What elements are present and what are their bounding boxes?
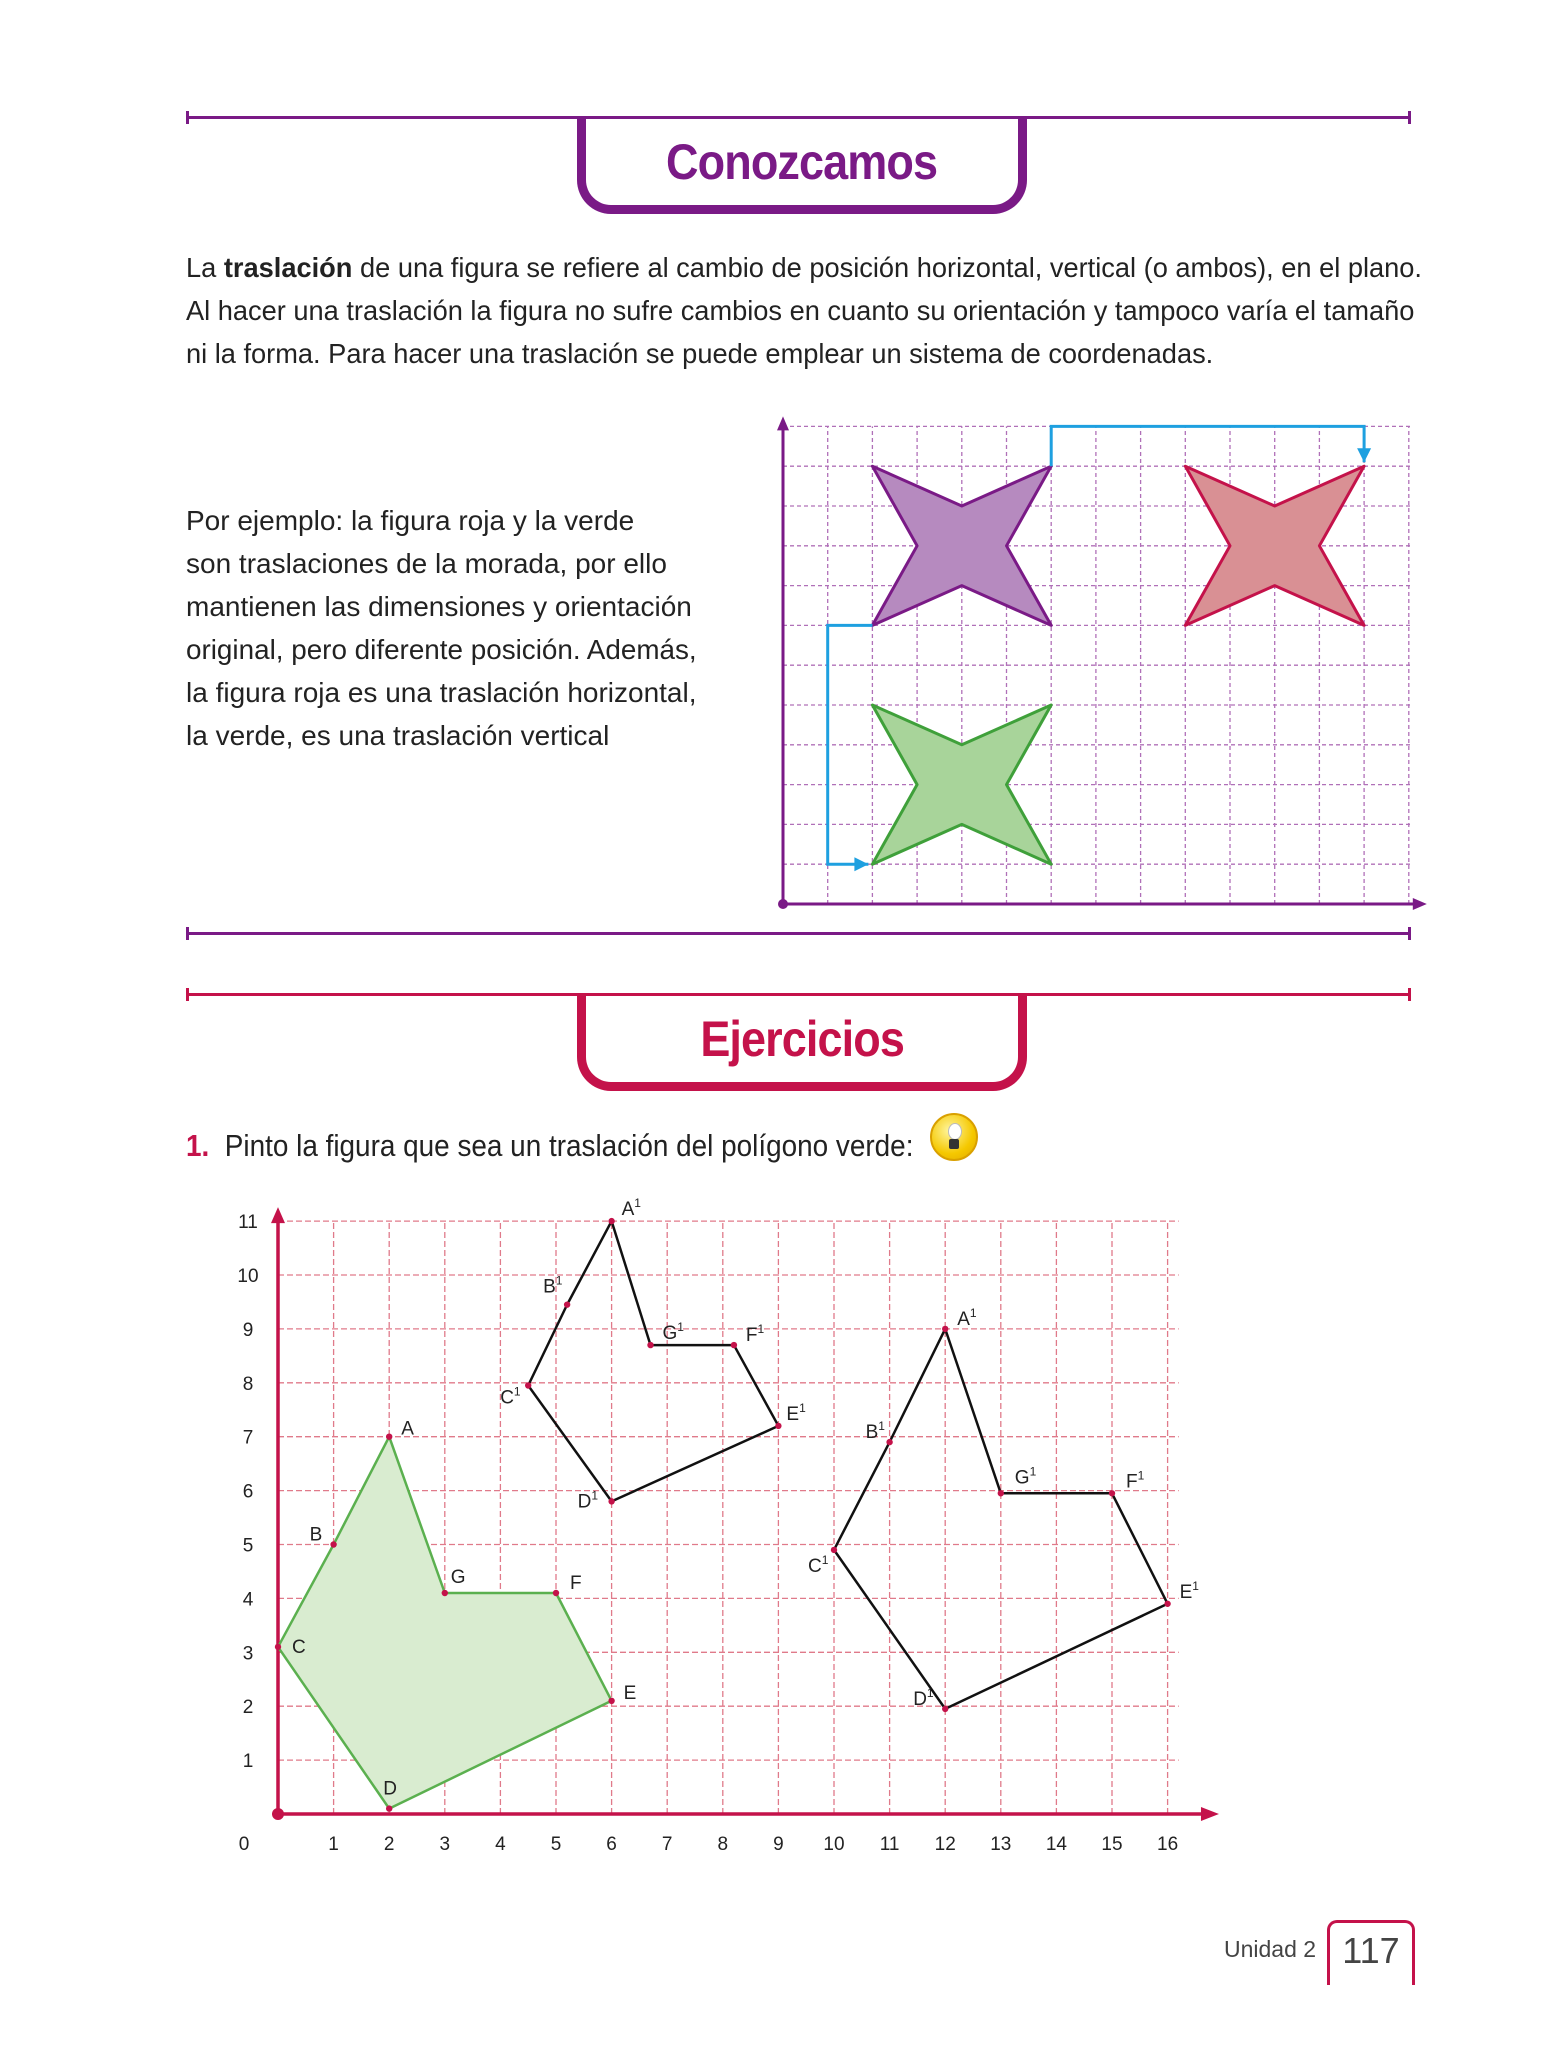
vertex-point <box>564 1301 570 1307</box>
vertex-point <box>731 1342 737 1348</box>
x-tick-label: 13 <box>990 1834 1012 1855</box>
y-tick-label: 6 <box>242 1481 254 1503</box>
vertex-label: $C^1$ <box>500 1384 521 1409</box>
vertex-point <box>553 1590 559 1596</box>
vertex-point <box>386 1434 392 1440</box>
x-tick-label: 12 <box>934 1834 956 1855</box>
vertex-label: $B^1$ <box>543 1273 563 1298</box>
y-tick-label: 1 <box>242 1751 254 1773</box>
y-tick-label: 7 <box>242 1427 254 1449</box>
question-text: Pinto la figura que sea un traslación del polígono verde: <box>224 1128 914 1163</box>
vertex-point <box>525 1382 531 1388</box>
polygon-green <box>278 1437 612 1809</box>
x-tick-label: 11 <box>879 1834 900 1855</box>
origin-dot <box>272 1808 284 1820</box>
keyword-traslacion: traslación <box>223 252 353 283</box>
x-tick-label: 14 <box>1045 1834 1067 1855</box>
x-tick-label: 7 <box>661 1834 673 1855</box>
vertex-point <box>608 1698 614 1704</box>
intro-line-3: ni la forma. Para hacer una traslación se puede emplear un sistema de coordenadas. <box>186 338 1214 369</box>
vertex-label: E <box>623 1682 637 1704</box>
vertex-point <box>998 1490 1004 1496</box>
vertex-point <box>608 1498 614 1504</box>
y-tick-label: 11 <box>238 1212 258 1234</box>
intro-line-2: Al hacer una traslación la figura no sufre cambios en cuanto su orientación y tampoco varía el tamaño <box>186 295 1415 326</box>
y-tick-label: 3 <box>242 1643 254 1665</box>
vertex-point <box>1109 1490 1115 1496</box>
x-tick-label: 0 <box>238 1834 250 1855</box>
vertex-label: $C^1$ <box>808 1552 829 1577</box>
x-tick-label: 3 <box>439 1834 451 1855</box>
vertex-label: $A^1$ <box>957 1305 977 1330</box>
y-tick-label: 8 <box>242 1373 254 1395</box>
x-tick-label: 1 <box>328 1834 339 1855</box>
vertex-label: F <box>570 1573 582 1595</box>
text: la verde, es una traslación vertical <box>186 720 610 751</box>
vertex-label: D <box>383 1778 397 1800</box>
y-tick-label: 4 <box>242 1589 254 1611</box>
vertex-label: $E^1$ <box>1179 1578 1199 1603</box>
vertex-label: $F^1$ <box>745 1322 765 1347</box>
section-title: Conozcamos <box>666 134 938 190</box>
vertex-point <box>647 1342 653 1348</box>
text: de una figura se refiere al cambio de posición horizontal, vertical (o ambos), en el plano. <box>352 252 1423 283</box>
vertex-point <box>775 1423 781 1429</box>
question-number: 1. <box>186 1128 210 1163</box>
vertex-label: A <box>401 1418 414 1440</box>
vertex-label: $F^1$ <box>1126 1468 1145 1493</box>
text: Por ejemplo: la figura roja y la verde <box>186 505 635 536</box>
vertex-point <box>608 1218 614 1224</box>
vertex-label: C <box>292 1636 306 1658</box>
vertex-label: $G^1$ <box>1014 1464 1037 1489</box>
vertex-label: $D^1$ <box>913 1685 934 1710</box>
y-tick-label: 2 <box>242 1697 254 1719</box>
vertex-point <box>886 1439 892 1445</box>
vertex-label: $A^1$ <box>621 1196 641 1221</box>
vertex-label: B <box>309 1524 323 1546</box>
vertex-point <box>942 1706 948 1712</box>
vertex-point <box>831 1547 837 1553</box>
vertex-label: $D^1$ <box>577 1488 599 1513</box>
x-tick-label: 5 <box>550 1834 562 1855</box>
x-tick-label: 15 <box>1101 1834 1123 1855</box>
x-tick-label: 4 <box>495 1834 506 1855</box>
vertex-label: $G^1$ <box>662 1320 684 1345</box>
polygon-candidate-1 <box>528 1221 778 1501</box>
vertex-point <box>275 1644 281 1650</box>
text: original, pero diferente posición. Además, <box>186 634 697 665</box>
y-axis-arrow-icon <box>271 1207 285 1223</box>
vertex-point <box>386 1805 392 1811</box>
vertex-label: $E^1$ <box>786 1400 806 1425</box>
vertex-label: G <box>450 1567 466 1589</box>
y-tick-label: 10 <box>237 1266 259 1287</box>
section-title: Ejercicios <box>700 1011 904 1067</box>
x-tick-label: 6 <box>606 1834 617 1855</box>
vertex-label: $B^1$ <box>865 1419 885 1444</box>
text: mantienen las dimensiones y orientación <box>186 591 692 622</box>
page-number: 117 <box>1327 1920 1415 1985</box>
vertex-point <box>442 1590 448 1596</box>
vertex-point <box>942 1326 948 1332</box>
x-tick-label: 9 <box>773 1834 784 1855</box>
text: la figura roja es una traslación horizontal, <box>186 677 697 708</box>
x-tick-label: 2 <box>383 1834 395 1855</box>
vertex-point <box>1164 1601 1170 1607</box>
text: son traslaciones de la morada, por ello <box>186 548 667 579</box>
text: La <box>186 252 224 283</box>
y-tick-label: 9 <box>242 1319 254 1341</box>
vertex-point <box>330 1541 336 1547</box>
x-tick-label: 10 <box>823 1834 845 1855</box>
x-axis-arrow-icon <box>1201 1807 1219 1821</box>
y-tick-label: 5 <box>242 1535 254 1557</box>
unit-label: Unidad 2 <box>1224 1936 1317 1962</box>
x-tick-label: 8 <box>717 1834 729 1855</box>
x-tick-label: 16 <box>1157 1834 1179 1855</box>
